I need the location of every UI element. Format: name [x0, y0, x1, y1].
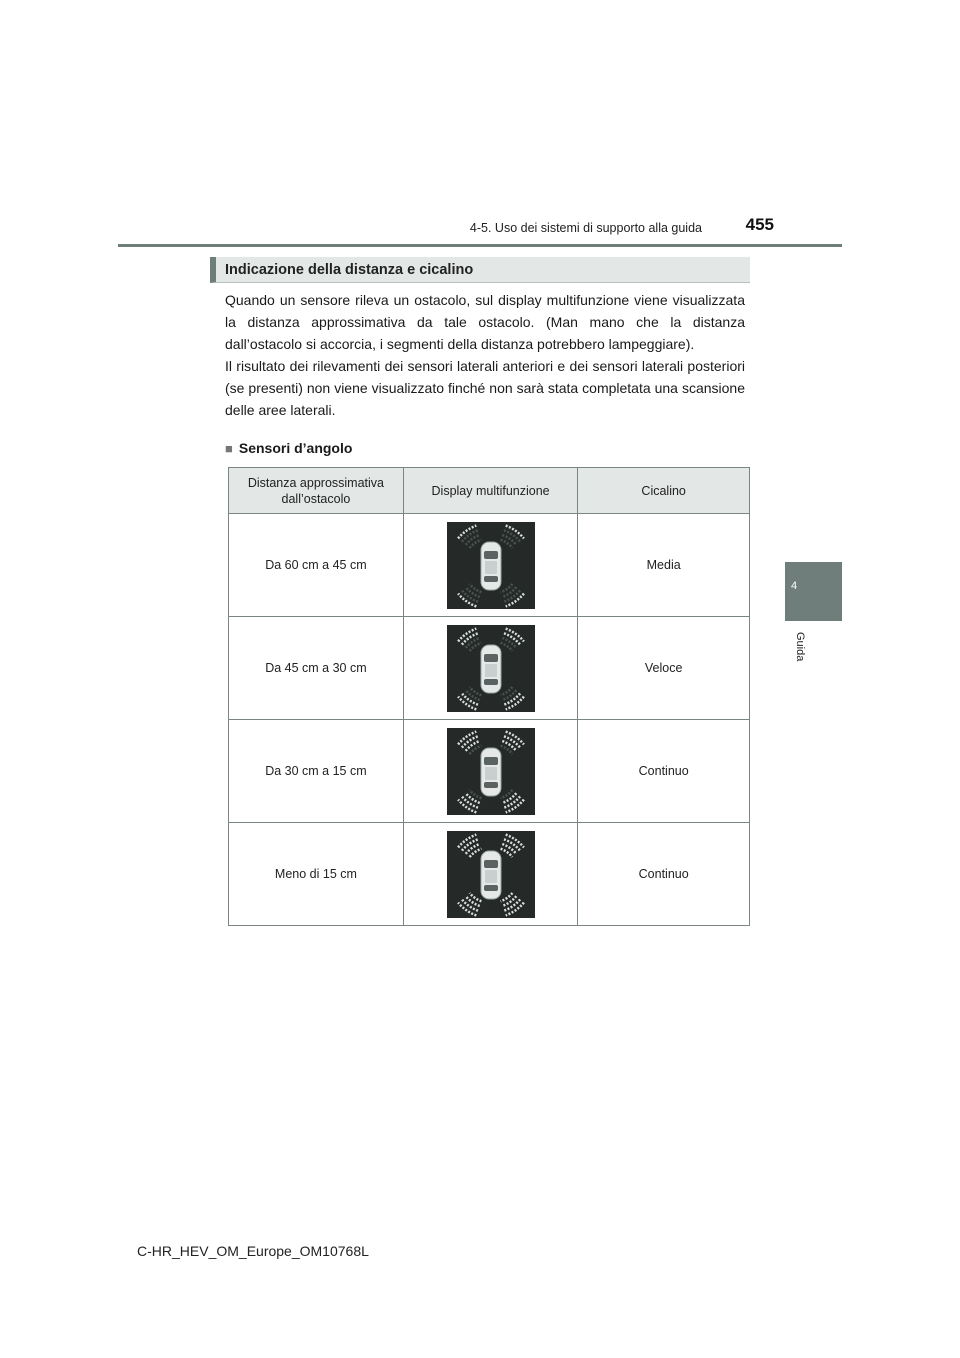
- sensor-table: [228, 467, 750, 926]
- beep-cell: Continuo: [578, 823, 750, 926]
- parking-sensor-display-icon: [447, 522, 535, 609]
- subheading: [225, 440, 352, 456]
- page-number: 455: [745, 215, 774, 234]
- header-beep: Cicalino: [578, 468, 750, 514]
- parking-sensor-display-icon: [447, 728, 535, 815]
- car-icon: [481, 542, 501, 590]
- display-cell: [403, 617, 578, 720]
- header-distance: Distanza approssimativa dall’ostacolo: [229, 468, 404, 514]
- distance-cell: Da 45 cm a 30 cm: [229, 617, 404, 720]
- table-row: [229, 720, 750, 823]
- subheading-text: Sensori d’angolo: [238, 440, 353, 456]
- beep-cell: Veloce: [578, 617, 750, 720]
- parking-sensor-display-icon: [447, 625, 535, 712]
- table-row: [229, 617, 750, 720]
- chapter-number: 4: [791, 580, 798, 592]
- display-cell: [403, 514, 578, 617]
- table-header-row: [229, 468, 750, 514]
- header-display: Display multifunzione: [403, 468, 578, 514]
- document-code: C-HR_HEV_OM_Europe_OM10768L: [137, 1243, 369, 1259]
- car-icon: [481, 645, 501, 693]
- parking-sensor-display-icon: [447, 831, 535, 918]
- beep-cell: Media: [578, 514, 750, 617]
- bullet-icon: ■: [225, 441, 233, 456]
- chapter-tab: [785, 562, 842, 621]
- table-row: [229, 823, 750, 926]
- display-cell: [403, 823, 578, 926]
- distance-cell: Meno di 15 cm: [229, 823, 404, 926]
- car-icon: [481, 748, 501, 796]
- header-rule: [118, 244, 842, 247]
- table-row: [229, 514, 750, 617]
- beep-cell: Continuo: [578, 720, 750, 823]
- body-text: [225, 289, 745, 421]
- paragraph-2: Il risultato dei rilevamenti dei sensori laterali anteriori e dei sensori laterali posteriori (se presenti) non viene visualizzato finché non sarà stata completata una scansione delle aree laterali.: [225, 358, 745, 418]
- distance-cell: Da 30 cm a 15 cm: [229, 720, 404, 823]
- header-section-title: 4-5. Uso dei sistemi di supporto alla guida: [469, 221, 702, 235]
- section-heading: Indicazione della distanza e cicalino: [210, 257, 750, 283]
- distance-cell: Da 60 cm a 45 cm: [229, 514, 404, 617]
- car-icon: [481, 851, 501, 899]
- paragraph-1: Quando un sensore rileva un ostacolo, sul display multifunzione viene visualizzata la distanza approssimativa da tale ostacolo. (Man mano che la distanza dall’ostacolo si accorcia, i segmenti della distanza potrebbero lampeggiare).: [225, 292, 745, 352]
- chapter-label: Guida: [794, 632, 806, 662]
- display-cell: [403, 720, 578, 823]
